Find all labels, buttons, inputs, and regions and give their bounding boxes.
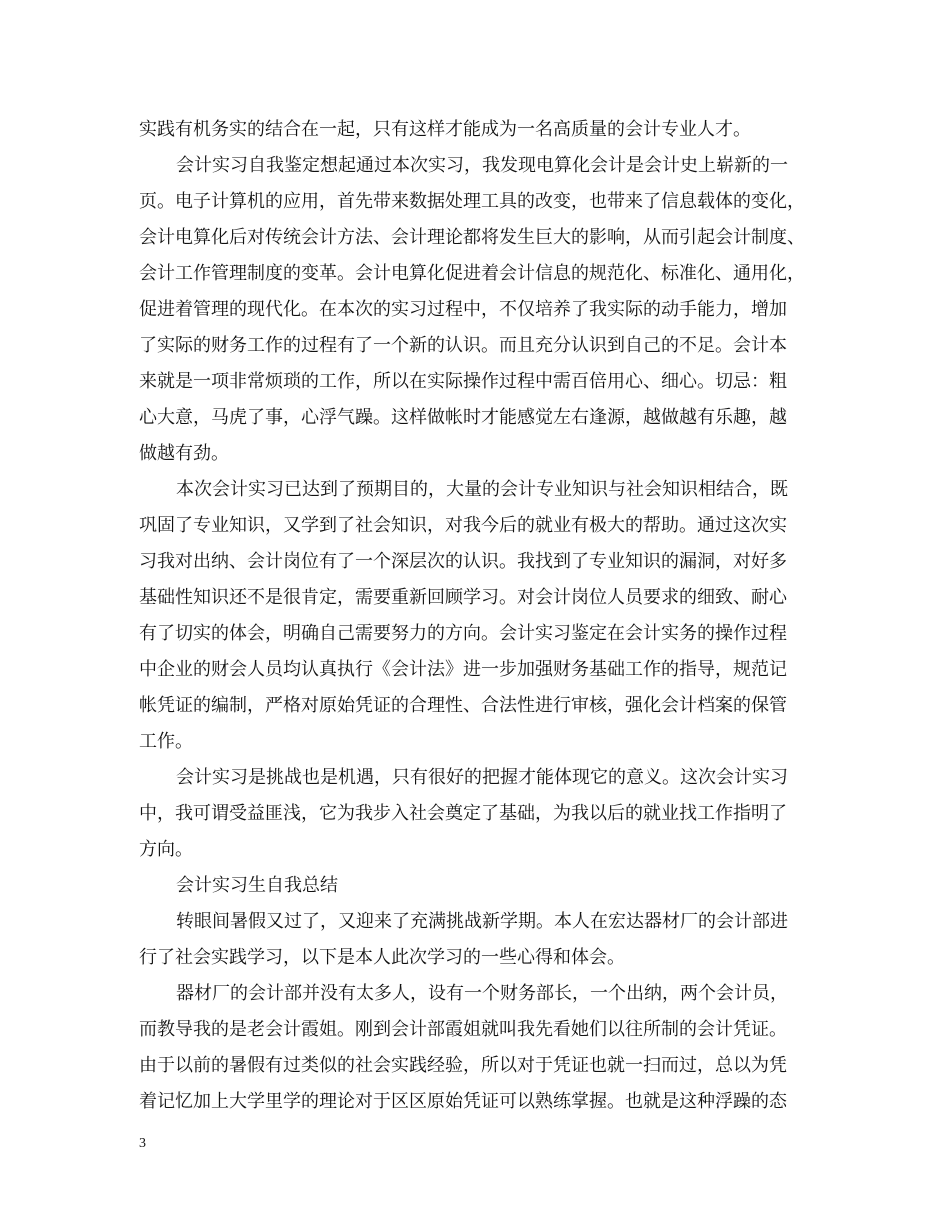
text-line: 做越有劲。 [139,443,229,464]
text-line: 工作。 [139,731,193,752]
text-line: 会计实习是挑战也是机遇，只有很好的把握才能体现它的意义。这次会计实习 [176,767,788,788]
text-line: 着记忆加上大学里学的理论对于区区原始凭证可以熟练掌握。也就是这种浮躁的态 [139,1091,787,1112]
text-line: 会计工作管理制度的变革。会计电算化促进着会计信息的规范化、标准化、通用化， [139,263,805,284]
text-line: 基础性知识还不是很肯定，需要重新回顾学习。对会计岗位人员要求的细致、耐心 [139,587,787,608]
text-line: 而教导我的是老会计霞姐。刚到会计部霞姐就叫我先看她们以往所制的会计凭证。 [139,1019,787,1040]
text-line: 来就是一项非常烦琐的工作，所以在实际操作过程中需百倍用心、细心。切忌：粗 [139,371,787,392]
text-line: 有了切实的体会，明确自己需要努力的方向。会计实习鉴定在会计实务的操作过程 [139,623,787,644]
page-number: 3 [139,1136,146,1151]
text-line: 本次会计实习已达到了预期目的，大量的会计专业知识与社会知识相结合，既 [176,479,788,500]
document-body [139,112,815,1120]
text-line: 促进着管理的现代化。在本次的实习过程中，不仅培养了我实际的动手能力，增加 [139,299,787,320]
text-line: 会计电算化后对传统会计方法、会计理论都将发生巨大的影响，从而引起会计制度、 [139,227,805,248]
text-line: 页。电子计算机的应用，首先带来数据处理工具的改变，也带来了信息载体的变化， [139,191,805,212]
text-line: 会计实习自我鉴定想起通过本次实习，我发现电算化会计是会计史上崭新的一 [176,155,788,176]
section-heading: 会计实习生自我总结 [176,875,338,896]
text-line: 器材厂的会计部并没有太多人，设有一个财务部长，一个出纳，两个会计员， [176,983,788,1004]
text-line: 了实际的财务工作的过程有了一个新的认识。而且充分认识到自己的不足。会计本 [139,335,787,356]
text-line: 巩固了专业知识，又学到了社会知识，对我今后的就业有极大的帮助。通过这次实 [139,515,787,536]
text-line: 中，我可谓受益匪浅，它为我步入社会奠定了基础，为我以后的就业找工作指明了 [139,803,787,824]
text-line: 习我对出纳、会计岗位有了一个深层次的认识。我找到了专业知识的漏洞，对好多 [139,551,787,572]
text-line: 转眼间暑假又过了，又迎来了充满挑战新学期。本人在宏达器材厂的会计部进 [176,911,788,932]
text-line: 帐凭证的编制，严格对原始凭证的合理性、合法性进行审核，强化会计档案的保管 [139,695,787,716]
text-line: 由于以前的暑假有过类似的社会实践经验，所以对于凭证也就一扫而过，总以为凭 [139,1055,787,1076]
text-line: 行了社会实践学习，以下是本人此次学习的一些心得和体会。 [139,947,625,968]
text-line: 中企业的财会人员均认真执行《会计法》进一步加强财务基础工作的指导，规范记 [139,659,787,680]
text-line: 方向。 [139,839,193,860]
text-line: 心大意，马虎了事，心浮气躁。这样做帐时才能感觉左右逢源，越做越有乐趣，越 [139,407,787,428]
text-line: 实践有机务实的结合在一起，只有这样才能成为一名高质量的会计专业人才。 [139,119,751,140]
